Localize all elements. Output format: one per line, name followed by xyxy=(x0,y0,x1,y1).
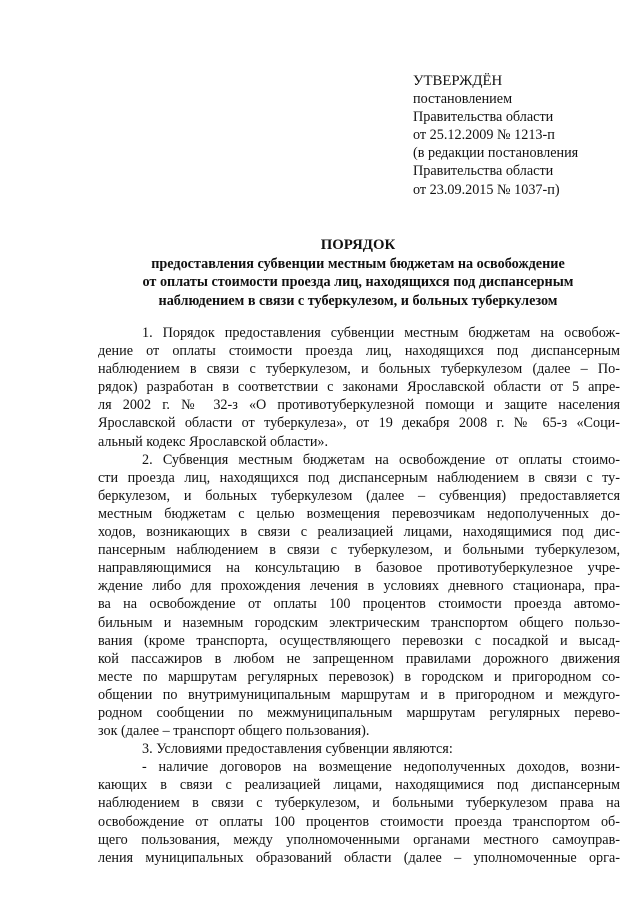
body-line: щего пользования, между уполномоченными органами местного самоуправ- xyxy=(98,831,620,848)
approval-stamp xyxy=(413,72,578,199)
document-title xyxy=(98,236,618,310)
body-line: ля 2002 г. № 32-з «О противотуберкулезной помощи и защите населения xyxy=(98,397,620,414)
approval-line: (в редакции постановления xyxy=(413,145,579,162)
body-line: кой пассажиров в любом не запрещенном правилами дорожного движения xyxy=(98,650,620,667)
body-line: дение от оплаты стоимости проезда лиц, находящихся под диспансерным xyxy=(98,343,620,360)
document-body xyxy=(98,324,620,867)
body-line: кающих в связи с реализацией лицами, находящимися под диспансерным xyxy=(98,777,620,794)
body-line: направляющимися на консультацию в базовое противотуберкулезное учре- xyxy=(98,560,620,577)
body-line: Ярославской области от туберкулеза», от 19 декабря 2008 г. № 65-з «Соци- xyxy=(98,415,620,432)
body-line: зок (далее – транспорт общего пользования). xyxy=(98,723,370,740)
title-main: ПОРЯДОК xyxy=(320,237,396,253)
approval-heading: УТВЕРЖДЁН xyxy=(413,73,503,89)
body-line: альный кодекс Ярославской области». xyxy=(98,433,329,450)
body-line: бильным и наземным городским электрическим транспортом общего пользо- xyxy=(98,614,620,631)
body-line: беркулезом, и больных туберкулезом (далее – субвенция) предоставляется xyxy=(98,487,620,504)
body-line: ва на освобождение от оплаты 100 процентов стоимости проезда автомо- xyxy=(98,596,620,613)
body-line: ления муниципальных образований области (далее – уполномоченные орга- xyxy=(98,849,620,866)
body-line: местным бюджетам с целью возмещения перевозчикам недополученных до- xyxy=(98,505,620,522)
body-line: 2. Субвенция местным бюджетам на освобождение от оплаты стоимо- xyxy=(142,451,620,468)
body-line: наблюдением в связи с туберкулезом, и больных туберкулезом (далее – По- xyxy=(98,361,620,378)
body-line: рядок) разработан в соответствии с законами Ярославской области от 5 апре- xyxy=(98,379,620,396)
body-line: месте по маршрутам регулярных перевозок) в городском и пригородном со- xyxy=(98,668,620,685)
body-line: сти проезда лиц, находящихся под диспансерным наблюдением в связи с ту- xyxy=(98,469,620,486)
body-line: 3. Условиями предоставления субвенции являются: xyxy=(142,741,453,758)
approval-line: Правительства области xyxy=(413,163,554,180)
body-line: родном сообщении по межмуниципальным маршрутам регулярных перево- xyxy=(98,704,620,721)
title-line: наблюдением в связи с туберкулезом, и больных туберкулезом xyxy=(158,292,558,309)
body-line: - наличие договоров на возмещение недополученных доходов, возни- xyxy=(142,759,620,776)
approval-line: постановлением xyxy=(413,91,513,108)
body-line: освобождение от оплаты 100 процентов стоимости проезда транспортом об- xyxy=(98,813,620,830)
approval-line: Правительства области xyxy=(413,109,554,126)
body-line: вания (кроме транспорта, осуществляющего перевозки с посадкой и высад- xyxy=(98,632,620,649)
body-line: наблюдением в связи с туберкулезом, и больными туберкулезом права на xyxy=(98,795,620,812)
body-line: общении по внутримуниципальным маршрутам и в пригородном и междуго- xyxy=(98,686,620,703)
body-line: пансерным наблюдением в связи с туберкулезом, и больными туберкулезом, xyxy=(98,542,620,559)
title-line: от оплаты стоимости проезда лиц, находящихся под диспансерным xyxy=(142,274,574,291)
body-line: ждение либо для прохождения лечения в условиях дневного стационара, пра- xyxy=(98,578,620,595)
approval-line: от 23.09.2015 № 1037-п) xyxy=(413,181,560,198)
title-line: предоставления субвенции местным бюджетам на освобождение xyxy=(151,256,565,273)
approval-line: от 25.12.2009 № 1213-п xyxy=(413,127,555,144)
body-line: ходов, возникающих в связи с реализацией лицами, находящимися под дис- xyxy=(98,524,620,541)
body-line: 1. Порядок предоставления субвенции местным бюджетам на освобож- xyxy=(142,325,620,341)
